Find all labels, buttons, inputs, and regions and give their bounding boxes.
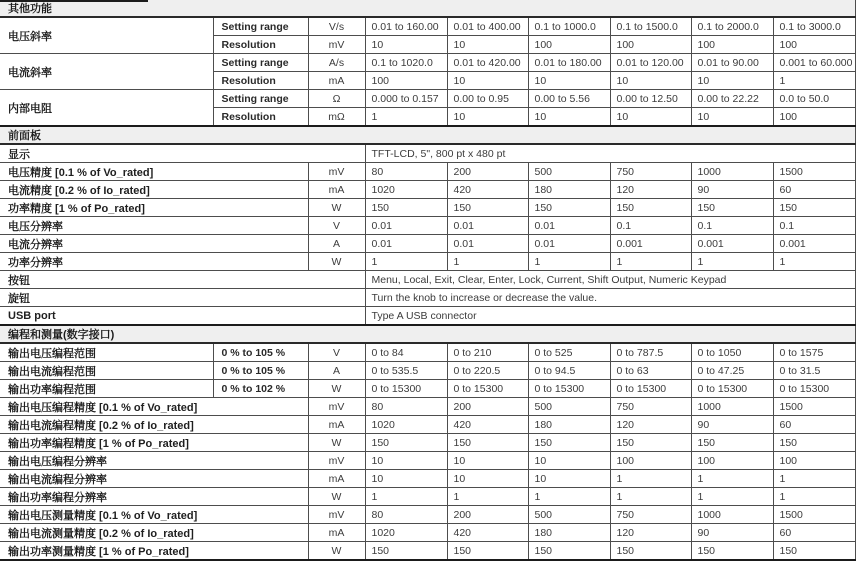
value-cell: 500 [528,163,610,181]
value-cell: 420 [447,181,528,199]
value-cell: 1020 [365,416,447,434]
spec-label: 输出电压编程精度 [0.1 % of Vo_rated] [0,398,308,416]
value-cell: 0 to 63 [610,362,691,380]
value-cell: 60 [773,416,855,434]
value-cell: 0.1 [610,217,691,235]
value-cell: 180 [528,524,610,542]
spec-label: 功率分辨率 [0,253,308,271]
spec-row [0,524,855,542]
value-cell: 150 [691,199,773,217]
spec-label: 按钮 [0,271,365,289]
value-cell: 1 [773,470,855,488]
value-cell: 0.1 [691,217,773,235]
spec-row [0,199,855,217]
unit-cell: W [308,199,365,217]
value-cell: 10 [447,36,528,54]
value-cell: 750 [610,506,691,524]
value-cell: 1020 [365,181,447,199]
value-cell: 0.01 [365,235,447,253]
spec-row [0,271,855,289]
value-cell: 1 [691,470,773,488]
value-cell: 10 [447,452,528,470]
value-cell: 0.0 to 50.0 [773,90,855,108]
section-header-row [0,0,855,17]
spec-row [0,144,855,163]
value-cell: 0.01 to 90.00 [691,54,773,72]
value-cell: 0.001 [773,235,855,253]
value-cell: 1000 [691,398,773,416]
value-cell: 0.1 to 1020.0 [365,54,447,72]
value-cell: 0 to 15300 [773,380,855,398]
value-cell: 10 [528,452,610,470]
spec-label: 输出功率编程分辨率 [0,488,308,506]
value-cell: 1 [610,253,691,271]
unit-cell: mA [308,416,365,434]
value-cell: 100 [610,36,691,54]
value-cell: 10 [447,470,528,488]
value-cell: 0 to 31.5 [773,362,855,380]
value-cell: 0 to 15300 [365,380,447,398]
value-cell: 150 [610,434,691,452]
value-cell: 0.01 to 400.00 [447,17,528,36]
value-cell: 80 [365,398,447,416]
spec-row [0,452,855,470]
unit-cell: W [308,380,365,398]
unit-cell: mV [308,163,365,181]
spec-row [0,416,855,434]
spec-subcell: Setting range [213,17,308,36]
value-cell: 150 [447,199,528,217]
value-cell: 200 [447,163,528,181]
value-cell: 100 [365,72,447,90]
spec-label: 输出电压测量精度 [0.1 % of Vo_rated] [0,506,308,524]
spec-label: 电压精度 [0.1 % of Vo_rated] [0,163,308,181]
value-cell: 120 [610,181,691,199]
value-cell: 150 [691,542,773,561]
unit-cell: W [308,253,365,271]
unit-cell: A/s [308,54,365,72]
section-header: 编程和测量(数字接口) [0,325,855,343]
unit-cell: mA [308,72,365,90]
unit-cell: A [308,362,365,380]
value-cell: 200 [447,398,528,416]
value-cell: 60 [773,524,855,542]
value-cell: 90 [691,524,773,542]
value-cell: 420 [447,524,528,542]
value-cell: 0.01 to 420.00 [447,54,528,72]
value-cell: 1 [365,253,447,271]
spec-row [0,362,855,380]
value-cell: 0 to 84 [365,343,447,362]
value-cell: 10 [610,72,691,90]
top-rule [0,0,148,2]
spec-label: 输出电流编程精度 [0.2 % of Io_rated] [0,416,308,434]
value-cell: 150 [610,542,691,561]
value-cell: 150 [528,542,610,561]
value-cell: 150 [691,434,773,452]
section-header-row [0,126,855,144]
spec-label: 输出电压编程范围 [0,343,213,362]
value-cell: 10 [610,108,691,127]
value-cell: 0.00 to 5.56 [528,90,610,108]
spec-label: 输出功率编程范围 [0,380,213,398]
value-cell: 750 [610,163,691,181]
value-cell: 1 [773,72,855,90]
spec-row [0,253,855,271]
value-cell: 150 [365,434,447,452]
spec-label: 电压分辨率 [0,217,308,235]
value-cell: 0.1 to 1500.0 [610,17,691,36]
value-cell: 80 [365,163,447,181]
value-cell: 0 to 220.5 [447,362,528,380]
value-cell: 100 [528,36,610,54]
value-cell: 0.001 [691,235,773,253]
unit-cell: mA [308,181,365,199]
spec-subcell: Resolution [213,72,308,90]
value-cell: 180 [528,181,610,199]
value-cell: 100 [773,36,855,54]
section-header: 前面板 [0,126,855,144]
value-cell: 90 [691,416,773,434]
value-cell: 0.1 to 2000.0 [691,17,773,36]
value-cell: 100 [691,36,773,54]
spec-subcell: Resolution [213,36,308,54]
spec-label: 功率精度 [1 % of Po_rated] [0,199,308,217]
value-cell: 0.01 to 180.00 [528,54,610,72]
section-header: 其他功能 [0,0,855,17]
value-cell: 80 [365,506,447,524]
value-cell: 0.001 to 60.000 [773,54,855,72]
value-cell: 0 to 15300 [691,380,773,398]
spec-row [0,470,855,488]
value-cell: 150 [365,199,447,217]
spec-label: 输出电流编程分辨率 [0,470,308,488]
spec-subcell: Resolution [213,108,308,127]
spec-row [0,17,855,36]
value-cell: 180 [528,416,610,434]
value-cell: 10 [447,72,528,90]
value-cell: 0.000 to 0.157 [365,90,447,108]
value-cell: 0.01 [365,217,447,235]
value-cell: 0 to 94.5 [528,362,610,380]
spec-subcell: Setting range [213,54,308,72]
spec-subcell: 0 % to 102 % [213,380,308,398]
spec-label: 输出功率编程精度 [1 % of Po_rated] [0,434,308,452]
spec-label: 输出电流测量精度 [0.2 % of Io_rated] [0,524,308,542]
value-cell: 1 [528,253,610,271]
value-cell: 1500 [773,506,855,524]
value-cell: 0.01 [447,235,528,253]
spec-value-wide: Type A USB connector [365,307,855,326]
value-cell: 0 to 787.5 [610,343,691,362]
spec-label: 电压斜率 [0,17,213,54]
value-cell: 90 [691,181,773,199]
value-cell: 10 [365,470,447,488]
spec-label: 输出电压编程分辨率 [0,452,308,470]
value-cell: 10 [528,470,610,488]
spec-row [0,542,855,561]
spec-label: 电流精度 [0.2 % of Io_rated] [0,181,308,199]
unit-cell: mV [308,36,365,54]
value-cell: 0 to 535.5 [365,362,447,380]
spec-row [0,506,855,524]
unit-cell: mA [308,524,365,542]
value-cell: 1 [691,253,773,271]
spec-row [0,163,855,181]
value-cell: 1 [447,488,528,506]
value-cell: 0 to 210 [447,343,528,362]
value-cell: 0.00 to 22.22 [691,90,773,108]
spec-row [0,217,855,235]
value-cell: 150 [773,199,855,217]
spec-row [0,488,855,506]
value-cell: 120 [610,524,691,542]
value-cell: 100 [610,452,691,470]
spec-row [0,398,855,416]
value-cell: 500 [528,398,610,416]
spec-row [0,307,855,326]
spec-subcell: Setting range [213,90,308,108]
value-cell: 500 [528,506,610,524]
value-cell: 0.1 to 3000.0 [773,17,855,36]
value-cell: 100 [773,452,855,470]
value-cell: 0 to 15300 [610,380,691,398]
spec-value-wide: Menu, Local, Exit, Clear, Enter, Lock, Current, Shift Output, Numeric Keypad [365,271,855,289]
value-cell: 10 [691,108,773,127]
spec-label: 电流斜率 [0,54,213,90]
value-cell: 150 [610,199,691,217]
value-cell: 1 [773,488,855,506]
value-cell: 10 [528,108,610,127]
section-header-row [0,325,855,343]
unit-cell: V/s [308,17,365,36]
value-cell: 1000 [691,506,773,524]
spec-row [0,343,855,362]
value-cell: 1500 [773,163,855,181]
value-cell: 1000 [691,163,773,181]
value-cell: 100 [691,452,773,470]
value-cell: 1 [365,108,447,127]
value-cell: 0.01 to 120.00 [610,54,691,72]
value-cell: 1 [691,488,773,506]
value-cell: 1020 [365,524,447,542]
spec-row [0,181,855,199]
spec-subcell: 0 % to 105 % [213,362,308,380]
value-cell: 0.001 [610,235,691,253]
value-cell: 0.00 to 0.95 [447,90,528,108]
value-cell: 150 [365,542,447,561]
unit-cell: mV [308,398,365,416]
value-cell: 420 [447,416,528,434]
value-cell: 0.1 to 1000.0 [528,17,610,36]
spec-value-wide: Turn the knob to increase or decrease the value. [365,289,855,307]
value-cell: 0 to 15300 [447,380,528,398]
unit-cell: mA [308,470,365,488]
unit-cell: W [308,434,365,452]
spec-row [0,434,855,452]
value-cell: 0 to 1050 [691,343,773,362]
value-cell: 1500 [773,398,855,416]
spec-label: 电流分辨率 [0,235,308,253]
value-cell: 10 [691,72,773,90]
unit-cell: V [308,343,365,362]
value-cell: 0 to 47.25 [691,362,773,380]
value-cell: 10 [365,36,447,54]
value-cell: 150 [773,542,855,561]
unit-cell: A [308,235,365,253]
value-cell: 150 [528,434,610,452]
value-cell: 0.01 [447,217,528,235]
value-cell: 100 [773,108,855,127]
value-cell: 120 [610,416,691,434]
unit-cell: Ω [308,90,365,108]
spec-subcell: 0 % to 105 % [213,343,308,362]
value-cell: 10 [528,72,610,90]
spec-label: 旋钮 [0,289,365,307]
spec-label: 输出功率测量精度 [1 % of Po_rated] [0,542,308,561]
value-cell: 1 [773,253,855,271]
value-cell: 60 [773,181,855,199]
spec-label: 显示 [0,144,365,163]
value-cell: 150 [447,542,528,561]
value-cell: 1 [447,253,528,271]
value-cell: 0 to 1575 [773,343,855,362]
unit-cell: W [308,488,365,506]
value-cell: 0.01 [528,235,610,253]
value-cell: 0.1 [773,217,855,235]
value-cell: 0 to 15300 [528,380,610,398]
value-cell: 1 [610,488,691,506]
spec-label: USB port [0,307,365,326]
spec-row [0,54,855,72]
spec-row [0,90,855,108]
spec-row [0,380,855,398]
value-cell: 10 [447,108,528,127]
spec-row [0,235,855,253]
value-cell: 200 [447,506,528,524]
spec-row [0,289,855,307]
value-cell: 1 [365,488,447,506]
unit-cell: W [308,542,365,561]
value-cell: 0.01 [528,217,610,235]
value-cell: 0.01 to 160.00 [365,17,447,36]
spec-label: 输出电流编程范围 [0,362,213,380]
unit-cell: mV [308,452,365,470]
unit-cell: mΩ [308,108,365,127]
spec-label: 内部电阻 [0,90,213,127]
value-cell: 1 [610,470,691,488]
value-cell: 150 [447,434,528,452]
value-cell: 10 [365,452,447,470]
value-cell: 0.00 to 12.50 [610,90,691,108]
value-cell: 150 [773,434,855,452]
value-cell: 750 [610,398,691,416]
unit-cell: V [308,217,365,235]
spec-value-wide: TFT-LCD, 5", 800 pt x 480 pt [365,144,855,163]
value-cell: 150 [528,199,610,217]
unit-cell: mV [308,506,365,524]
value-cell: 0 to 525 [528,343,610,362]
value-cell: 1 [528,488,610,506]
